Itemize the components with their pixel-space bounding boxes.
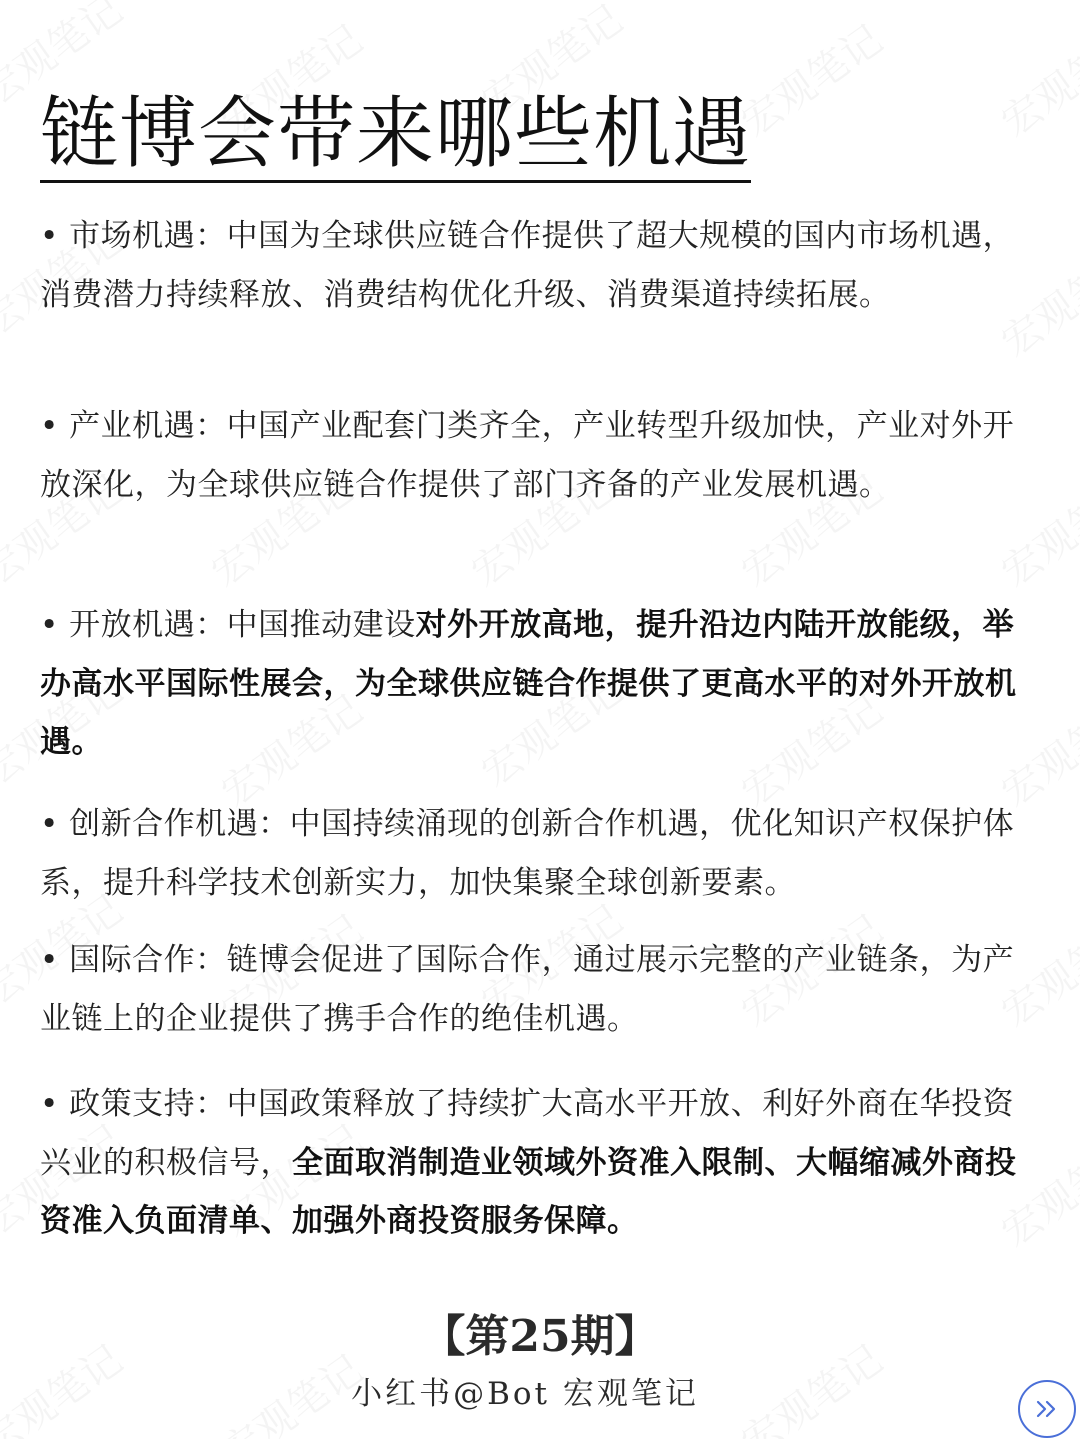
watermark	[988, 9, 1080, 147]
next-page-button[interactable]	[1018, 1380, 1076, 1438]
bullet-text: 中国为全球供应链合作提供了超大规模的国内市场机遇，消费潜力持续释放、消费结构优化升级、消费渠道持续拓展。	[40, 218, 1015, 313]
bullet-text: 中国政策释放了持续扩大高水平开放、利好外商在华投资兴业的积极信号，	[40, 1086, 1015, 1181]
bullet-text: 链博会促进了国际合作，通过展示完整的产业链条，为产业链上的企业提供了携手合作的绝佳机遇。	[40, 942, 1015, 1037]
bullet-bold-text: 对外开放高地，提升沿边内陆开放能级，举办高水平国际性展会，为全球供应链合作提供了更高水平的对外开放机遇。	[40, 607, 1017, 760]
issue-number: 【第25期】	[421, 1311, 659, 1362]
bullet-opening	[40, 596, 1030, 772]
bullet-bold-text: 全面取消制造业领域外资准入限制、大幅缩减外商投资准入负面清单、加强外商投资服务保障。	[40, 1144, 1017, 1239]
author-signature: 小红书@Bot 宏观笔记	[351, 1376, 699, 1412]
bullet-text: 中国产业配套门类齐全，产业转型升级加快，产业对外开放深化，为全球供应链合作提供了部门齐备的产业发展机遇。	[40, 408, 1015, 503]
bullet-text: 中国推动建设	[226, 607, 416, 643]
bullet-label: • 市场机遇：	[40, 218, 227, 254]
bullet-label: • 创新合作机遇：	[40, 806, 290, 842]
bullet-international	[40, 931, 1030, 1048]
bullet-label: • 开放机遇：	[40, 607, 227, 643]
bullet-innovation	[40, 795, 1030, 912]
page-title: 链博会带来哪些机遇	[40, 88, 751, 183]
bullet-label: • 产业机遇：	[40, 408, 227, 444]
bullet-market	[40, 207, 1030, 324]
bullet-label: • 国际合作：	[40, 942, 227, 978]
bullet-policy	[40, 1075, 1030, 1251]
bullet-text: 中国持续涌现的创新合作机遇，优化知识产权保护体系，提升科学技术创新实力，加快集聚全球创新要素。	[40, 806, 1015, 901]
bullet-label: • 政策支持：	[40, 1086, 227, 1122]
bullet-industry	[40, 397, 1030, 514]
watermark	[728, 9, 892, 147]
double-chevron-right-icon	[1034, 1399, 1060, 1419]
